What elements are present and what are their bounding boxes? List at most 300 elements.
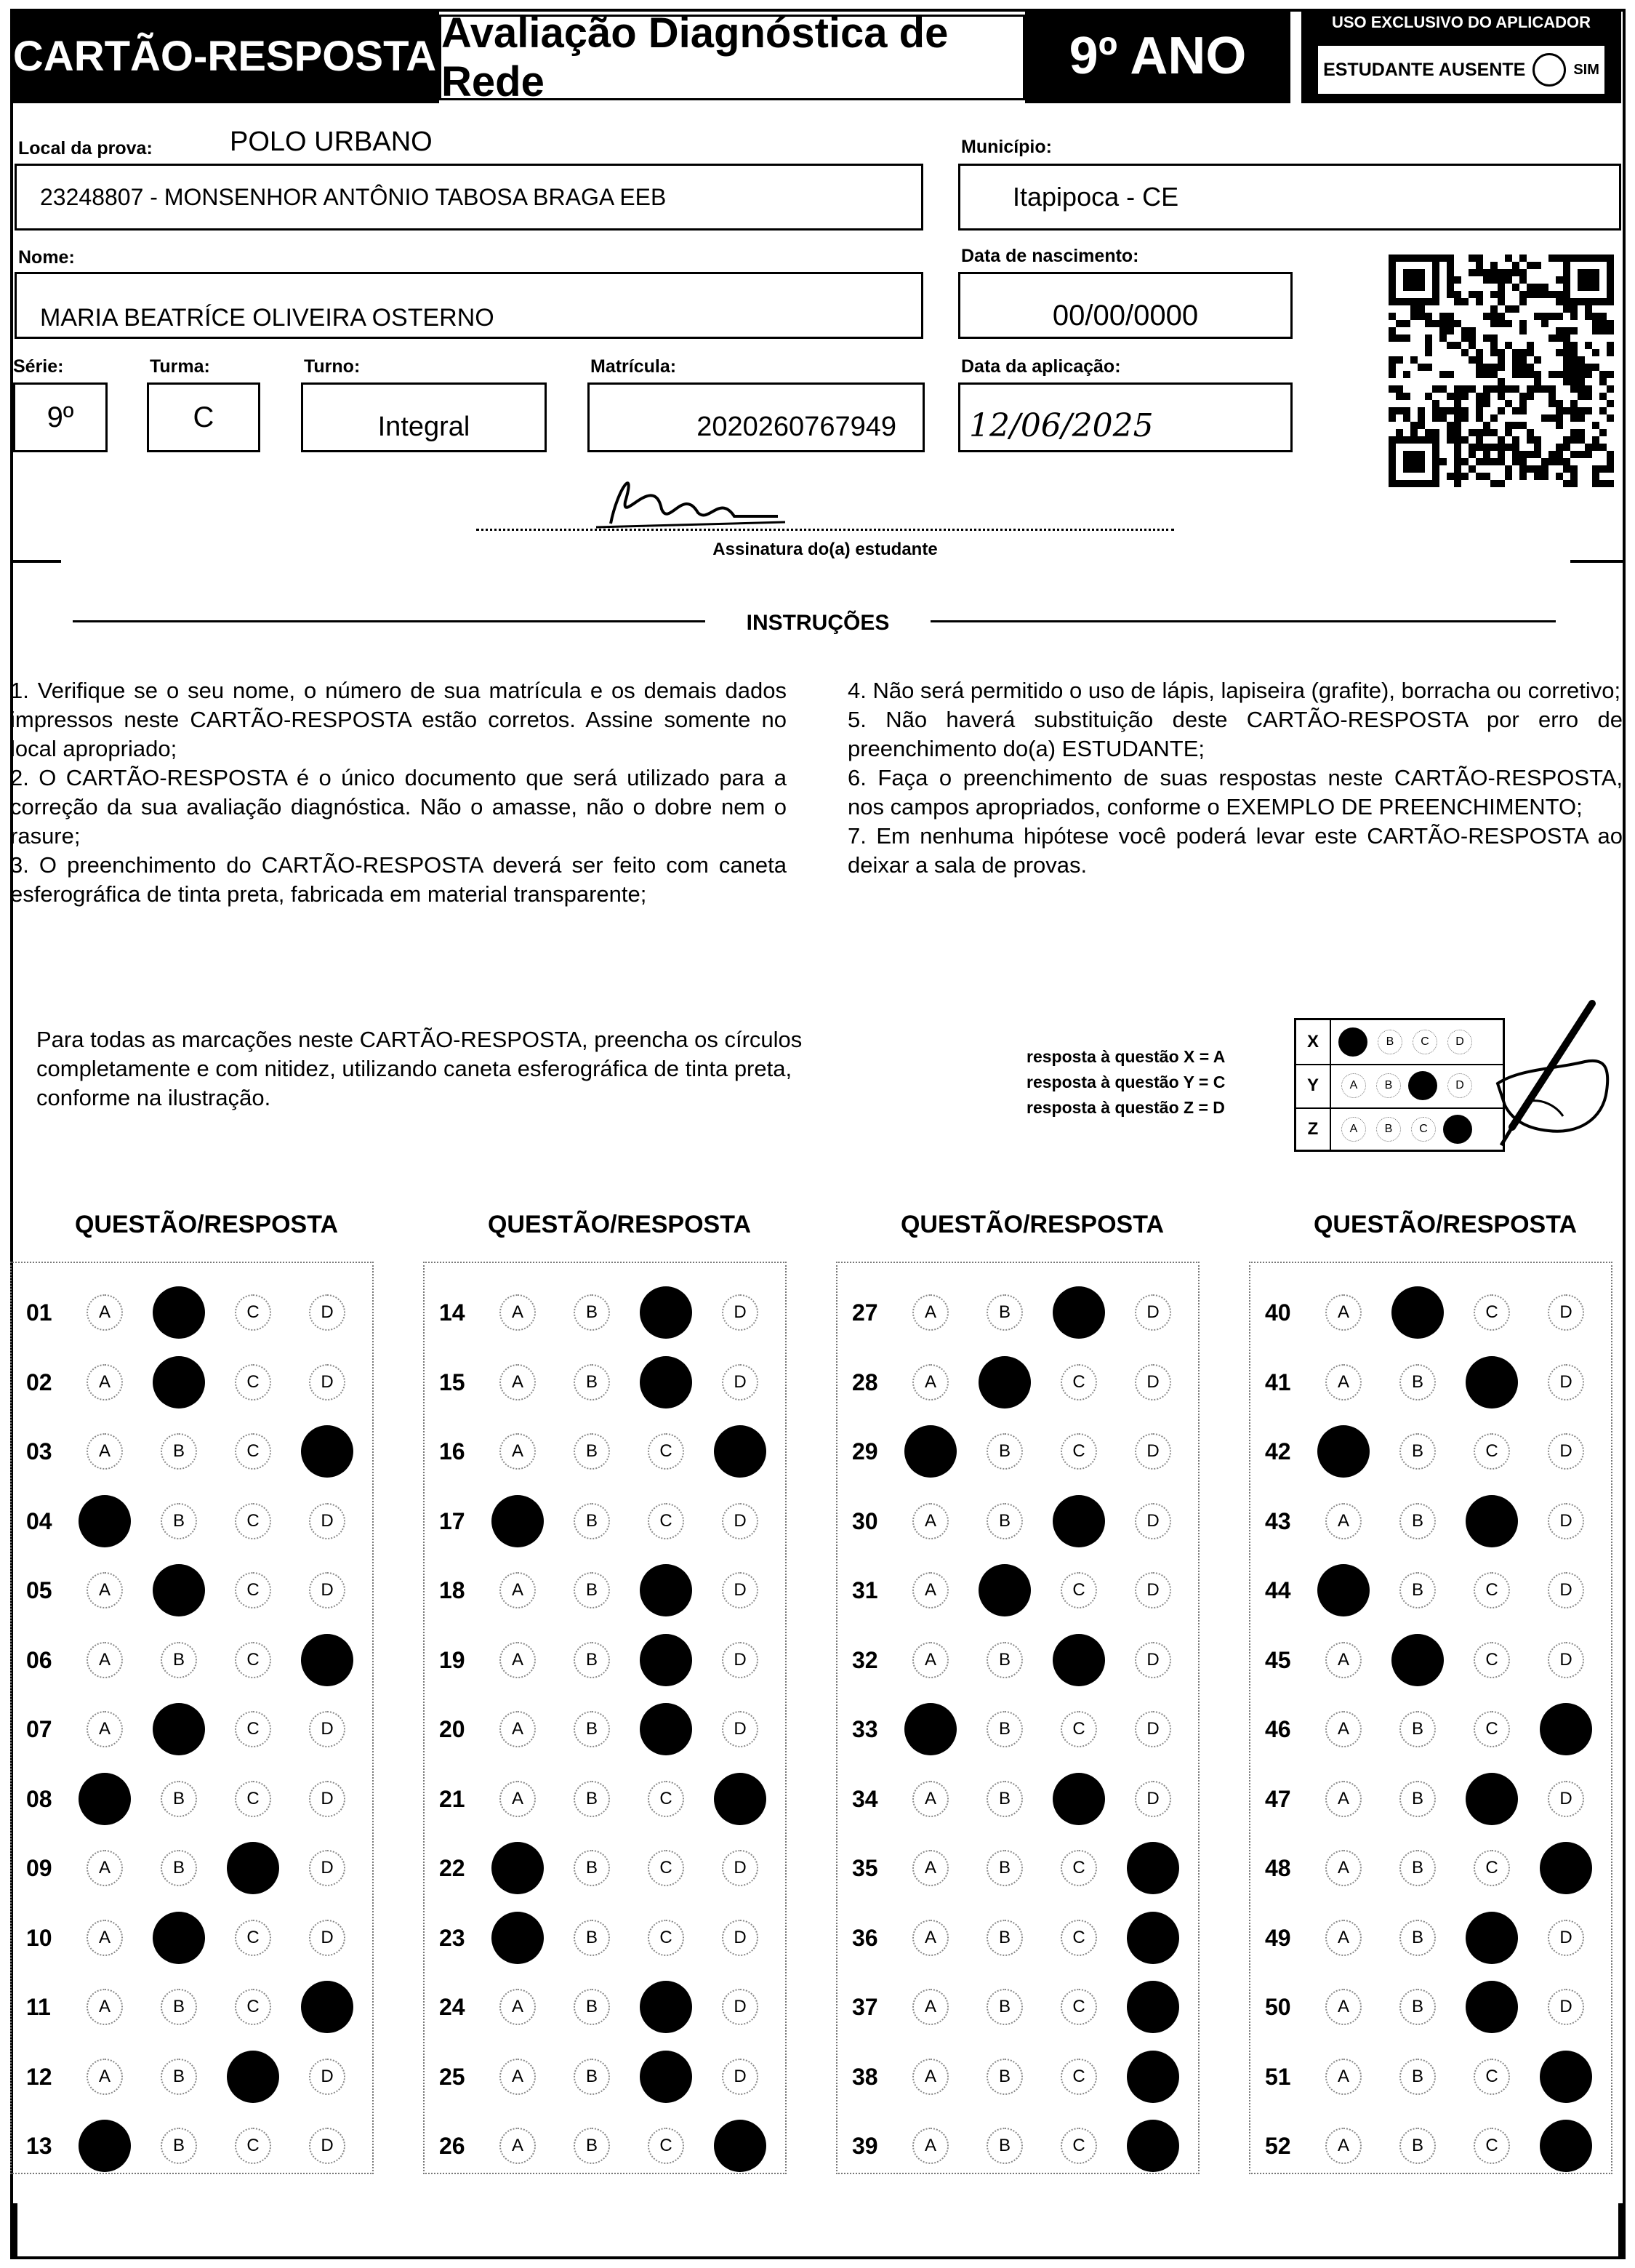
answer-bubble-b[interactable] bbox=[1399, 1850, 1436, 1886]
answer-bubble-a[interactable] bbox=[912, 1572, 949, 1608]
answer-bubble-a[interactable] bbox=[1325, 1781, 1362, 1817]
answer-bubble-d[interactable] bbox=[722, 1642, 758, 1678]
question-number: 23 bbox=[439, 1924, 465, 1951]
question-number: 19 bbox=[439, 1646, 465, 1673]
answer-bubble-d[interactable] bbox=[1135, 1433, 1171, 1470]
answer-bubble-a[interactable] bbox=[1317, 1425, 1370, 1478]
answer-bubble-c[interactable] bbox=[1474, 1850, 1510, 1886]
answer-bubble-a[interactable] bbox=[912, 1294, 949, 1331]
answer-bubble-label: D bbox=[321, 1719, 334, 1739]
answer-bubble-c[interactable] bbox=[648, 1433, 684, 1470]
answer-column-header: QUESTÃO/RESPOSTA bbox=[74, 1211, 339, 1238]
answer-bubble-label: D bbox=[321, 1580, 334, 1600]
answer-bubble-d[interactable] bbox=[1127, 2120, 1179, 2172]
answer-bubble-c[interactable] bbox=[1053, 1634, 1105, 1686]
answer-bubble-d[interactable] bbox=[1135, 1503, 1171, 1539]
answer-bubble-d[interactable] bbox=[1548, 1503, 1584, 1539]
example-text: Para todas as marcações neste CARTÃO-RESPOSTA, preencha os círculos completamente e com nitidez, utilizando caneta esferográfica de tinta preta, conforme na ilustração. bbox=[36, 1027, 803, 1110]
answer-bubble-label: C bbox=[659, 1927, 672, 1947]
answer-bubble-label: A bbox=[511, 1580, 523, 1600]
answer-bubble-b[interactable] bbox=[987, 1503, 1023, 1539]
answer-bubble-label: A bbox=[511, 1441, 523, 1461]
answer-bubble-d[interactable] bbox=[722, 1920, 758, 1956]
question-number: 13 bbox=[26, 2133, 52, 2159]
question-number: 12 bbox=[26, 2063, 52, 2090]
answer-bubble-a[interactable] bbox=[491, 1842, 544, 1894]
answer-bubble-a[interactable] bbox=[904, 1703, 957, 1755]
answer-bubble-label: B bbox=[585, 1649, 598, 1670]
answer-bubble-label: C bbox=[1072, 1371, 1085, 1392]
answer-bubble-d[interactable] bbox=[722, 1989, 758, 2025]
answer-bubble-c[interactable] bbox=[640, 1564, 692, 1616]
answer-bubble-d[interactable] bbox=[301, 1981, 353, 2033]
answer-bubble-label: D bbox=[734, 1858, 747, 1878]
answer-bubble-label: D bbox=[734, 1371, 747, 1392]
example-bubble-label: B bbox=[1384, 1123, 1393, 1135]
answer-bubble-b[interactable] bbox=[153, 1703, 205, 1755]
example-bubble-b bbox=[1378, 1030, 1402, 1054]
signature-line bbox=[476, 529, 1174, 531]
answer-bubble-b[interactable] bbox=[574, 1642, 610, 1678]
answer-bubble-c[interactable] bbox=[1053, 1495, 1105, 1547]
answer-bubble-a[interactable] bbox=[499, 2059, 536, 2095]
example-line-y: resposta à questão Y = C bbox=[1027, 1073, 1226, 1091]
answer-bubble-a[interactable] bbox=[87, 1364, 123, 1401]
answer-bubble-d[interactable] bbox=[309, 1850, 345, 1886]
answer-bubble-a[interactable] bbox=[912, 1850, 949, 1886]
answer-bubble-b[interactable] bbox=[987, 1850, 1023, 1886]
answer-bubble-c[interactable] bbox=[648, 1920, 684, 1956]
question-number: 28 bbox=[852, 1369, 878, 1395]
answer-bubble-b[interactable] bbox=[161, 1433, 197, 1470]
answer-bubble-b[interactable] bbox=[987, 1989, 1023, 2025]
answer-bubble-d[interactable] bbox=[722, 2059, 758, 2095]
answer-bubble-b[interactable] bbox=[1399, 1781, 1436, 1817]
answer-bubble-d[interactable] bbox=[309, 1294, 345, 1331]
answer-bubble-b[interactable] bbox=[1399, 1364, 1436, 1401]
answer-bubble-b[interactable] bbox=[161, 1781, 197, 1817]
answer-bubble-a[interactable] bbox=[912, 1364, 949, 1401]
answer-bubble-label: C bbox=[246, 1927, 260, 1947]
answer-bubble-c[interactable] bbox=[235, 2128, 271, 2164]
answer-bubble-label: A bbox=[924, 1302, 936, 1322]
answer-bubble-label: D bbox=[1559, 1441, 1572, 1461]
answer-bubble-label: B bbox=[1411, 1441, 1423, 1461]
answer-bubble-a[interactable] bbox=[499, 2128, 536, 2164]
answer-bubble-d[interactable] bbox=[309, 1711, 345, 1747]
answer-bubble-c[interactable] bbox=[235, 1711, 271, 1747]
answer-bubble-a[interactable] bbox=[1325, 2059, 1362, 2095]
answer-bubble-b[interactable] bbox=[161, 2059, 197, 2095]
answer-bubble-a[interactable] bbox=[499, 1711, 536, 1747]
answer-bubble-label: A bbox=[924, 1371, 936, 1392]
answer-bubble-c[interactable] bbox=[235, 1920, 271, 1956]
answer-bubble-c[interactable] bbox=[1466, 1356, 1518, 1409]
answer-bubble-c[interactable] bbox=[648, 1781, 684, 1817]
answer-bubble-b[interactable] bbox=[161, 2128, 197, 2164]
example-bubble-label: B bbox=[1384, 1079, 1393, 1091]
answer-bubble-label: A bbox=[98, 1441, 111, 1461]
answer-bubble-b[interactable] bbox=[574, 1572, 610, 1608]
answer-bubble-d[interactable] bbox=[722, 1850, 758, 1886]
question-number: 42 bbox=[1265, 1438, 1291, 1464]
answer-bubble-d[interactable] bbox=[1548, 1364, 1584, 1401]
question-number: 01 bbox=[26, 1299, 52, 1326]
corner-mark-left bbox=[10, 2203, 17, 2259]
answer-bubble-label: B bbox=[998, 1649, 1011, 1670]
answer-bubble-a[interactable] bbox=[912, 1642, 949, 1678]
answer-bubble-d[interactable] bbox=[309, 1364, 345, 1401]
answer-bubble-d[interactable] bbox=[309, 1572, 345, 1608]
answer-bubble-c[interactable] bbox=[227, 2051, 279, 2103]
answer-bubble-b[interactable] bbox=[987, 1920, 1023, 1956]
question-number: 11 bbox=[26, 1994, 51, 2020]
question-number: 15 bbox=[439, 1369, 465, 1395]
answer-bubble-label: B bbox=[998, 1510, 1011, 1531]
answer-bubble-c[interactable] bbox=[1061, 1572, 1097, 1608]
example-bubble-d bbox=[1443, 1115, 1472, 1144]
answer-bubble-label: A bbox=[924, 2066, 936, 2086]
answer-bubble-d[interactable] bbox=[309, 2059, 345, 2095]
answer-bubble-a[interactable] bbox=[904, 1425, 957, 1478]
answer-bubble-b[interactable] bbox=[153, 1564, 205, 1616]
answer-bubble-d[interactable] bbox=[1548, 1642, 1584, 1678]
answer-bubble-c[interactable] bbox=[235, 1433, 271, 1470]
answer-bubble-c[interactable] bbox=[1466, 1981, 1518, 2033]
example-bubble-label: D bbox=[1455, 1079, 1464, 1091]
example-bubble-a bbox=[1341, 1117, 1366, 1142]
answer-bubble-c[interactable] bbox=[1474, 2128, 1510, 2164]
answer-bubble-c[interactable] bbox=[1061, 1850, 1097, 1886]
answer-bubble-c[interactable] bbox=[1061, 1711, 1097, 1747]
answer-bubble-d[interactable] bbox=[1127, 1981, 1179, 2033]
answer-bubble-b[interactable] bbox=[1391, 1634, 1444, 1686]
answer-bubble-label: B bbox=[1411, 1788, 1423, 1808]
answer-bubble-a[interactable] bbox=[912, 2059, 949, 2095]
answer-bubble-c[interactable] bbox=[640, 1286, 692, 1339]
answer-bubble-d[interactable] bbox=[1548, 1920, 1584, 1956]
answer-bubble-b[interactable] bbox=[1399, 1572, 1436, 1608]
answer-bubble-label: C bbox=[246, 2136, 260, 2155]
answer-bubble-d[interactable] bbox=[1127, 1912, 1179, 1964]
answer-bubble-c[interactable] bbox=[1474, 1711, 1510, 1747]
answer-bubble-a[interactable] bbox=[87, 1642, 123, 1678]
answer-bubble-d[interactable] bbox=[714, 1773, 766, 1825]
answer-bubble-a[interactable] bbox=[1317, 1564, 1370, 1616]
answer-bubble-a[interactable] bbox=[1325, 1711, 1362, 1747]
answer-bubble-d[interactable] bbox=[1540, 1703, 1592, 1755]
answer-bubble-d[interactable] bbox=[722, 1294, 758, 1331]
answer-bubble-c[interactable] bbox=[1053, 1773, 1105, 1825]
answer-bubble-d[interactable] bbox=[714, 1425, 766, 1478]
answer-bubble-d[interactable] bbox=[301, 1634, 353, 1686]
answer-bubble-a[interactable] bbox=[79, 1495, 131, 1547]
bracket-right bbox=[1570, 560, 1626, 618]
answer-bubble-b[interactable] bbox=[987, 1433, 1023, 1470]
question-number: 31 bbox=[852, 1577, 878, 1603]
answer-bubble-a[interactable] bbox=[1325, 1989, 1362, 2025]
answer-bubble-label: C bbox=[1072, 1719, 1085, 1739]
answer-bubble-a[interactable] bbox=[87, 1294, 123, 1331]
answer-bubble-d[interactable] bbox=[1540, 2120, 1592, 2172]
answer-bubble-c[interactable] bbox=[640, 1703, 692, 1755]
answer-bubble-label: D bbox=[1559, 1788, 1572, 1808]
answer-bubble-b[interactable] bbox=[987, 1781, 1023, 1817]
answer-bubble-c[interactable] bbox=[235, 1642, 271, 1678]
answer-bubble-a[interactable] bbox=[1325, 1642, 1362, 1678]
answer-bubble-b[interactable] bbox=[1399, 1433, 1436, 1470]
answer-bubble-c[interactable] bbox=[648, 1503, 684, 1539]
answer-bubble-c[interactable] bbox=[1061, 2059, 1097, 2095]
answer-bubble-c[interactable] bbox=[1061, 1989, 1097, 2025]
answer-bubble-c[interactable] bbox=[648, 2128, 684, 2164]
answer-bubble-c[interactable] bbox=[1061, 1433, 1097, 1470]
answer-bubble-b[interactable] bbox=[574, 1364, 610, 1401]
answer-bubble-d[interactable] bbox=[1548, 1433, 1584, 1470]
answer-bubble-d[interactable] bbox=[309, 1503, 345, 1539]
answer-bubble-b[interactable] bbox=[979, 1564, 1031, 1616]
answer-bubble-a[interactable] bbox=[912, 1989, 949, 2025]
answer-bubble-a[interactable] bbox=[499, 1294, 536, 1331]
answer-bubble-c[interactable] bbox=[640, 1356, 692, 1409]
answer-bubble-c[interactable] bbox=[1474, 1294, 1510, 1331]
answer-bubble-b[interactable] bbox=[574, 2059, 610, 2095]
answer-bubble-d[interactable] bbox=[1135, 1711, 1171, 1747]
answer-bubble-d[interactable] bbox=[1135, 1294, 1171, 1331]
answer-bubble-d[interactable] bbox=[1548, 1294, 1584, 1331]
answer-bubble-b[interactable] bbox=[574, 2128, 610, 2164]
answer-bubble-d[interactable] bbox=[1548, 1989, 1584, 2025]
answer-bubble-b[interactable] bbox=[574, 1711, 610, 1747]
answer-bubble-d[interactable] bbox=[1135, 1642, 1171, 1678]
answer-bubble-a[interactable] bbox=[87, 2059, 123, 2095]
answer-bubble-a[interactable] bbox=[491, 1912, 544, 1964]
answer-bubble-a[interactable] bbox=[499, 1781, 536, 1817]
answer-bubble-c[interactable] bbox=[640, 1981, 692, 2033]
answer-bubble-c[interactable] bbox=[235, 1503, 271, 1539]
answer-bubble-a[interactable] bbox=[1325, 1503, 1362, 1539]
answer-bubble-b[interactable] bbox=[979, 1356, 1031, 1409]
answer-bubble-b[interactable] bbox=[574, 1294, 610, 1331]
answer-bubble-a[interactable] bbox=[912, 1781, 949, 1817]
answer-bubble-d[interactable] bbox=[722, 1572, 758, 1608]
answer-bubble-d[interactable] bbox=[1135, 1572, 1171, 1608]
absent-bubble[interactable] bbox=[1532, 53, 1566, 87]
answer-bubble-d[interactable] bbox=[1135, 1364, 1171, 1401]
answer-bubble-d[interactable] bbox=[309, 2128, 345, 2164]
answer-bubble-d[interactable] bbox=[722, 1503, 758, 1539]
answer-bubble-d[interactable] bbox=[1540, 2051, 1592, 2103]
answer-bubble-c[interactable] bbox=[227, 1842, 279, 1894]
answer-bubble-d[interactable] bbox=[309, 1920, 345, 1956]
answer-bubble-label: A bbox=[98, 1371, 111, 1392]
answer-bubble-d[interactable] bbox=[722, 1364, 758, 1401]
answer-bubble-c[interactable] bbox=[1474, 1642, 1510, 1678]
answer-bubble-b[interactable] bbox=[1399, 1920, 1436, 1956]
answer-bubble-a[interactable] bbox=[912, 2128, 949, 2164]
example-line-z: resposta à questão Z = D bbox=[1027, 1098, 1225, 1117]
answer-bubble-label: A bbox=[511, 1997, 523, 2016]
answer-bubble-label: B bbox=[1411, 1927, 1423, 1947]
answer-bubble-a[interactable] bbox=[1325, 1294, 1362, 1331]
answer-bubble-label: B bbox=[172, 2066, 185, 2086]
answer-bubble-c[interactable] bbox=[1061, 2128, 1097, 2164]
answer-bubble-label: A bbox=[924, 1788, 936, 1808]
answer-bubble-a[interactable] bbox=[1325, 1364, 1362, 1401]
answer-bubble-b[interactable] bbox=[574, 1503, 610, 1539]
answer-bubble-b[interactable] bbox=[161, 1642, 197, 1678]
answer-bubble-label: B bbox=[998, 1927, 1011, 1947]
answer-bubble-b[interactable] bbox=[574, 1989, 610, 2025]
answer-bubble-a[interactable] bbox=[87, 1572, 123, 1608]
aplicacao-box bbox=[958, 382, 1293, 452]
answer-bubble-a[interactable] bbox=[87, 1989, 123, 2025]
signature-scribble bbox=[567, 458, 800, 538]
answer-bubble-c[interactable] bbox=[1053, 1286, 1105, 1339]
answer-bubble-b[interactable] bbox=[153, 1356, 205, 1409]
answer-bubble-a[interactable] bbox=[491, 1495, 544, 1547]
answer-bubble-a[interactable] bbox=[499, 1364, 536, 1401]
answer-bubble-b[interactable] bbox=[574, 1433, 610, 1470]
answer-bubble-label: C bbox=[1485, 1441, 1498, 1461]
answer-bubble-c[interactable] bbox=[235, 1572, 271, 1608]
exam-title: Avaliação Diagnóstica de Rede bbox=[439, 15, 1025, 100]
answer-bubble-c[interactable] bbox=[235, 1364, 271, 1401]
question-number: 33 bbox=[852, 1716, 878, 1742]
answer-bubble-label: D bbox=[734, 2066, 747, 2086]
answer-bubble-a[interactable] bbox=[1325, 1850, 1362, 1886]
turno-box bbox=[301, 382, 547, 452]
answer-bubble-d[interactable] bbox=[722, 1711, 758, 1747]
answer-bubble-c[interactable] bbox=[1466, 1495, 1518, 1547]
answer-bubble-b[interactable] bbox=[1399, 1711, 1436, 1747]
answer-bubble-label: B bbox=[1411, 1719, 1423, 1739]
question-number: 35 bbox=[852, 1855, 878, 1881]
answer-bubble-b[interactable] bbox=[161, 1989, 197, 2025]
answer-bubble-b[interactable] bbox=[574, 1781, 610, 1817]
answer-bubble-label: D bbox=[1146, 1302, 1160, 1322]
answer-bubble-b[interactable] bbox=[1391, 1286, 1444, 1339]
answer-bubble-b[interactable] bbox=[1399, 2128, 1436, 2164]
answer-bubble-c[interactable] bbox=[1061, 1920, 1097, 1956]
answer-bubble-a[interactable] bbox=[912, 1503, 949, 1539]
answer-bubble-c[interactable] bbox=[640, 2051, 692, 2103]
answer-bubble-a[interactable] bbox=[499, 1989, 536, 2025]
answer-bubble-a[interactable] bbox=[87, 1920, 123, 1956]
answer-bubble-d[interactable] bbox=[714, 2120, 766, 2172]
answer-bubble-d[interactable] bbox=[1127, 2051, 1179, 2103]
answer-bubble-b[interactable] bbox=[161, 1850, 197, 1886]
question-number: 18 bbox=[439, 1577, 465, 1603]
instructions-rule-right bbox=[931, 620, 1556, 622]
answer-bubble-d[interactable] bbox=[1540, 1842, 1592, 1894]
answer-bubble-label: A bbox=[511, 2136, 523, 2155]
answer-bubble-a[interactable] bbox=[87, 1850, 123, 1886]
serie-value: 9º bbox=[47, 401, 74, 433]
answer-bubble-c[interactable] bbox=[1474, 1433, 1510, 1470]
answer-bubble-d[interactable] bbox=[1135, 1781, 1171, 1817]
answer-bubble-label: B bbox=[998, 2066, 1011, 2086]
bracket-left bbox=[10, 560, 61, 618]
answer-bubble-a[interactable] bbox=[87, 1433, 123, 1470]
answer-bubble-label: C bbox=[659, 1788, 672, 1808]
answer-bubble-c[interactable] bbox=[1061, 1364, 1097, 1401]
answer-bubble-b[interactable] bbox=[987, 1294, 1023, 1331]
absent-label: ESTUDANTE AUSENTE bbox=[1323, 59, 1526, 80]
answer-bubble-c[interactable] bbox=[648, 1850, 684, 1886]
answer-bubble-c[interactable] bbox=[640, 1634, 692, 1686]
answer-bubble-b[interactable] bbox=[1399, 1503, 1436, 1539]
answer-bubble-c[interactable] bbox=[235, 1294, 271, 1331]
answer-bubble-b[interactable] bbox=[153, 1912, 205, 1964]
answer-bubble-a[interactable] bbox=[79, 2120, 131, 2172]
question-number: 22 bbox=[439, 1855, 465, 1881]
answer-bubble-label: B bbox=[172, 1510, 185, 1531]
answer-bubble-b[interactable] bbox=[153, 1286, 205, 1339]
question-number: 43 bbox=[1265, 1507, 1291, 1534]
answer-bubble-c[interactable] bbox=[1474, 2059, 1510, 2095]
answer-bubble-label: A bbox=[1337, 1510, 1349, 1531]
answer-bubble-c[interactable] bbox=[1474, 1572, 1510, 1608]
question-number: 50 bbox=[1265, 1994, 1291, 2020]
answer-bubble-b[interactable] bbox=[1399, 1989, 1436, 2025]
answer-bubble-b[interactable] bbox=[161, 1503, 197, 1539]
question-number: 05 bbox=[26, 1577, 52, 1603]
answer-bubble-a[interactable] bbox=[499, 1642, 536, 1678]
answer-bubble-label: A bbox=[98, 2066, 111, 2086]
answer-bubble-d[interactable] bbox=[1548, 1781, 1584, 1817]
answer-bubble-b[interactable] bbox=[574, 1850, 610, 1886]
signature-label: Assinatura do(a) estudante bbox=[712, 540, 938, 559]
answer-bubble-a[interactable] bbox=[79, 1773, 131, 1825]
example-row-label: X bbox=[1296, 1020, 1331, 1064]
answer-bubble-label: D bbox=[321, 1927, 334, 1947]
answer-bubble-b[interactable] bbox=[574, 1920, 610, 1956]
answer-bubble-d[interactable] bbox=[309, 1781, 345, 1817]
pen-hand-illustration bbox=[1469, 996, 1614, 1163]
corner-mark-right bbox=[1618, 2203, 1626, 2259]
answer-column-header: QUESTÃO/RESPOSTA bbox=[900, 1211, 1165, 1238]
answer-bubble-d[interactable] bbox=[1548, 1572, 1584, 1608]
answer-bubble-c[interactable] bbox=[1466, 1773, 1518, 1825]
nascimento-box bbox=[958, 272, 1293, 339]
answer-bubble-c[interactable] bbox=[235, 1989, 271, 2025]
answer-bubble-d[interactable] bbox=[301, 1425, 353, 1478]
answer-bubble-a[interactable] bbox=[499, 1433, 536, 1470]
question-number: 39 bbox=[852, 2133, 878, 2159]
answer-bubble-d[interactable] bbox=[1127, 1842, 1179, 1894]
answer-bubble-label: B bbox=[998, 1441, 1011, 1461]
answer-bubble-b[interactable] bbox=[987, 1642, 1023, 1678]
question-number: 09 bbox=[26, 1855, 52, 1881]
answer-bubble-a[interactable] bbox=[912, 1920, 949, 1956]
answer-bubble-a[interactable] bbox=[499, 1572, 536, 1608]
answer-bubble-a[interactable] bbox=[87, 1711, 123, 1747]
answer-bubble-label: B bbox=[998, 1719, 1011, 1739]
answer-bubble-a[interactable] bbox=[1325, 1920, 1362, 1956]
question-number: 14 bbox=[439, 1299, 465, 1326]
question-number: 26 bbox=[439, 2133, 465, 2159]
answer-bubble-c[interactable] bbox=[1466, 1912, 1518, 1964]
answer-bubble-c[interactable] bbox=[235, 1781, 271, 1817]
answer-bubble-label: D bbox=[734, 1719, 747, 1739]
turma-label: Turma: bbox=[150, 356, 210, 377]
answer-bubble-b[interactable] bbox=[1399, 2059, 1436, 2095]
answer-bubble-a[interactable] bbox=[1325, 2128, 1362, 2164]
answer-bubble-b[interactable] bbox=[987, 1711, 1023, 1747]
answer-bubble-b[interactable] bbox=[987, 2128, 1023, 2164]
answer-bubble-b[interactable] bbox=[987, 2059, 1023, 2095]
